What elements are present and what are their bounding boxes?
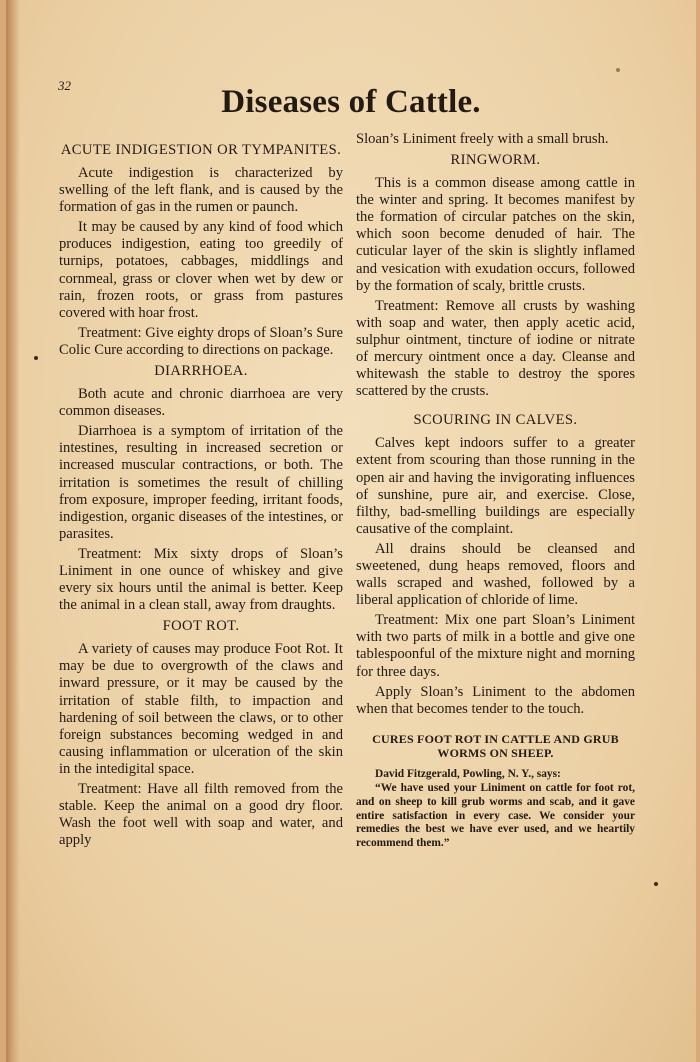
foot-rot-treatment-continued: Sloan’s Liniment freely with a small brush. <box>356 131 609 147</box>
diarrhoea-paragraph-2: Diarrhoea is a symptom of irritation of the intestines, resulting in increased secretion or increased muscular contractions, or both. The irritation is sometimes the result of chilling from exposure, improper feeding, irritant foods, indigestion, organic diseases of the intestines, or parasites. <box>59 423 343 542</box>
testimonial <box>356 768 635 851</box>
diarrhoea-paragraph-1: Both acute and chronic diarrhoea are very common diseases. <box>59 386 343 420</box>
heading-acute-indigestion: ACUTE INDIGESTION OR TYMPANITES. <box>60 142 342 158</box>
heading-foot-rot: FOOT ROT. <box>162 618 240 635</box>
testimonial-signature: David Fitzgerald, Powling, N. Y., says: <box>375 767 561 780</box>
book-page <box>6 0 696 1062</box>
heading-diarrhoea: DIARRHOEA. <box>154 363 248 380</box>
ringworm-paragraph-1: This is a common disease among cattle in the winter and spring. It becomes manifest by the formation of circular patches on the skin, which soon become denuded of hair. The cuticular layer of the skin is slightly inflamed and vesication with exudation occurs, followed by the formation of scaly, brittle crusts. <box>356 175 635 294</box>
scouring-paragraph-2: All drains should be cleansed and sweetened, dung heaps removed, floors and walls scraped and washed, followed by a liberal application of chloride of lime. <box>356 540 635 609</box>
scouring-paragraph-4: Apply Sloan’s Liniment to the abdomen when that becomes tender to the touch. <box>356 683 635 717</box>
indigestion-paragraph-1: Acute indigestion is characterized by swelling of the left flank, and is caused by the formation of gas in the rumen or paunch. <box>59 165 343 216</box>
page-title: Diseases of Cattle. <box>221 84 481 120</box>
indigestion-paragraph-2: It may be caused by any kind of food which produces indigestion, eating too greedily of turnips, potatoes, cabbages, middlings and cornmeal, grass or clover when wet by dew or rain, frozen roots, or grass from pastures covered with hoar frost. <box>59 219 343 321</box>
ringworm-treatment: Treatment: Remove all crusts by washing with soap and water, then apply acetic acid, sulphur ointment, tincture of iodine or nitrate of mercury ointment once a day. Cleanse and whitewash the stable to destroy the spores scattered by the crusts. <box>356 297 635 400</box>
right-column <box>356 131 635 850</box>
page-speck <box>654 882 658 886</box>
page-binding-edge <box>6 0 20 1062</box>
testimonial-quote: “We have used your Liniment on cattle for foot rot, and on sheep to kill grub worms and scab, and it gave entire satisfaction in every case. We consider your remedies the best we have ever used, and we heartily recommend them.” <box>356 782 635 849</box>
heading-scouring-in-calves: SCOURING IN CALVES. <box>413 412 578 429</box>
diarrhoea-treatment: Treatment: Mix sixty drops of Sloan’s Liniment in one ounce of whiskey and give every six hours until the animal is better. Keep the animal in a clean stall, away from draughts. <box>59 545 343 614</box>
page-speck <box>616 68 620 72</box>
scouring-paragraph-1: Calves kept indoors suffer to a greater extent from scouring than those running in the open air and having the invigorating influences of sunshine, pure air, and exercise. Close, filthy, bad-smelling buildings are especially causative of the complaint. <box>356 435 635 537</box>
foot-rot-treatment: Treatment: Have all filth removed from the stable. Keep the animal on a good dry floor. Wash the foot well with soap and water, and apply <box>59 781 343 849</box>
page-speck <box>34 356 38 360</box>
foot-rot-paragraph-1: A variety of causes may produce Foot Rot. It may be due to overgrowth of the claws and inward pressure, or it may be caused by the irritation of stable filth, to impaction and hardening of soil between the claws, or to other foreign substances becoming wedged in and causing inflammation or ulceration of the skin in the intedigital space. <box>59 641 343 777</box>
heading-ringworm: RINGWORM. <box>450 152 541 169</box>
testimonial-heading: CURES FOOT ROT IN CATTLE AND GRUB WORMS ON SHEEP. <box>372 731 619 760</box>
left-column <box>59 138 343 852</box>
indigestion-treatment: Treatment: Give eighty drops of Sloan’s Sure Colic Cure according to directions on package. <box>59 324 343 358</box>
scouring-treatment: Treatment: Mix one part Sloan’s Liniment with two parts of milk in a bottle and give one tablespoonful of the mixture night and morning for three days. <box>356 612 635 680</box>
page-number: 32 <box>58 78 71 93</box>
